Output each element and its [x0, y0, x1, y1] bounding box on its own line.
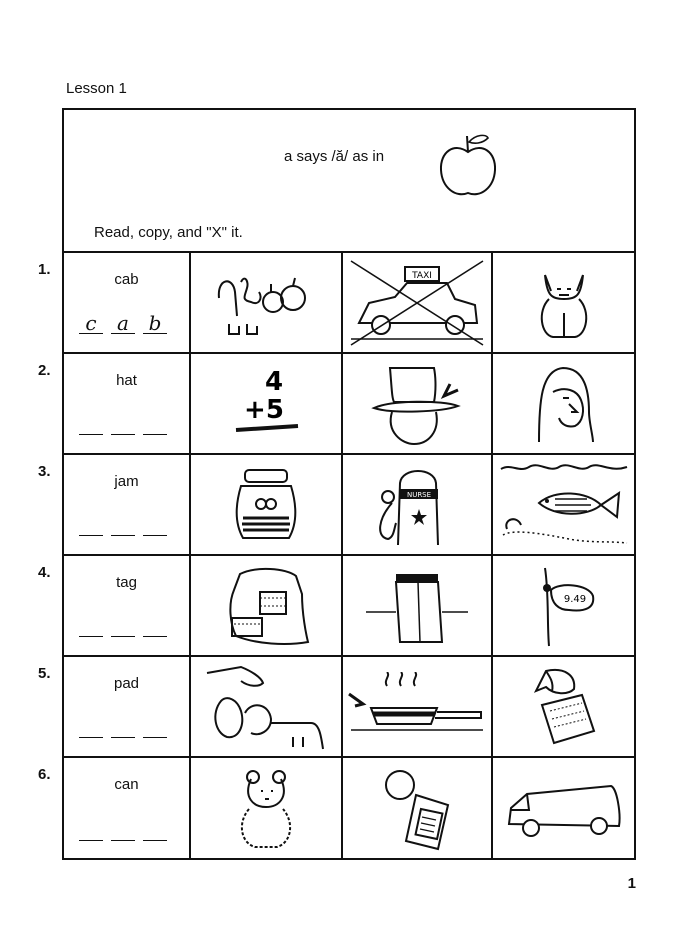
copy-blanks	[79, 612, 167, 637]
picture-choice[interactable]	[191, 657, 343, 756]
van-icon	[499, 774, 629, 844]
row-number: 1.	[38, 261, 51, 278]
picture-choice[interactable]	[191, 253, 343, 352]
copy-blank[interactable]	[111, 816, 135, 841]
exercise-row	[64, 253, 634, 354]
copy-blank[interactable]	[111, 410, 135, 435]
picture-choice[interactable]	[343, 657, 493, 756]
bird-with-notepad-icon	[524, 665, 604, 749]
worksheet	[62, 108, 636, 860]
copy-blank[interactable]: c	[79, 309, 103, 334]
fish-underwater-icon	[499, 459, 629, 551]
worksheet-header	[64, 110, 634, 253]
price-tag-text: 9.49	[563, 593, 586, 605]
copy-blanks	[79, 410, 167, 435]
copy-blank[interactable]	[111, 511, 135, 536]
word-label: jam	[114, 473, 139, 490]
patched-shirt-icon	[216, 564, 316, 648]
copy-blank[interactable]	[79, 713, 103, 738]
copy-blank[interactable]	[143, 511, 167, 536]
taxi-crossed-out-icon	[347, 257, 487, 349]
nurse-band-text: NURSE	[406, 490, 432, 499]
tin-can-icon	[372, 765, 462, 853]
copy-blanks	[79, 713, 167, 738]
exercise-row	[64, 657, 634, 758]
page-number: 1	[627, 875, 636, 892]
copy-blank[interactable]: a	[111, 309, 135, 334]
word-cell	[64, 657, 191, 756]
row-number: 2.	[38, 362, 51, 379]
exercise-row	[64, 556, 634, 657]
word-cell	[64, 556, 191, 655]
word-cell	[64, 354, 191, 453]
nurse-icon	[372, 463, 462, 547]
price-tag-icon	[529, 564, 599, 648]
instruction-text: Read, copy, and "X" it.	[94, 224, 243, 241]
jam-jar-icon	[231, 466, 301, 544]
copy-blank[interactable]	[79, 511, 103, 536]
copy-blank[interactable]	[143, 410, 167, 435]
picture-choice[interactable]	[493, 354, 634, 453]
copy-blank[interactable]	[79, 410, 103, 435]
copy-blank[interactable]	[143, 816, 167, 841]
picture-choice[interactable]	[343, 253, 493, 352]
animals-doodle-icon	[211, 268, 321, 338]
picture-choice[interactable]	[493, 455, 634, 554]
picture-choice[interactable]	[493, 758, 634, 859]
word-cell	[64, 758, 191, 859]
picture-choice[interactable]	[191, 556, 343, 655]
copy-blank[interactable]: b	[143, 309, 167, 334]
exercise-row	[64, 354, 634, 455]
top-hat-icon	[362, 362, 472, 446]
copy-blank[interactable]	[143, 612, 167, 637]
addend-top-text: 4	[264, 366, 284, 397]
copy-blank[interactable]	[79, 816, 103, 841]
picture-choice[interactable]	[191, 455, 343, 554]
picture-choice[interactable]	[343, 455, 493, 554]
picture-choice[interactable]	[343, 758, 493, 859]
picture-choice[interactable]	[191, 758, 343, 859]
lesson-title: Lesson 1	[66, 80, 127, 97]
apple-icon	[436, 130, 500, 200]
picture-choice[interactable]	[493, 556, 634, 655]
addition-4-plus-5-icon	[226, 366, 306, 442]
vowel-rule: a says /ă/ as in	[284, 148, 385, 165]
word-cell	[64, 455, 191, 554]
word-cell	[64, 253, 191, 352]
word-label: cab	[114, 271, 139, 288]
witch-icon	[529, 362, 599, 446]
exercise-row	[64, 758, 634, 859]
frying-pan-icon	[347, 672, 487, 742]
copy-blank[interactable]	[111, 612, 135, 637]
bear-icon	[231, 767, 301, 851]
picture-choice[interactable]	[343, 556, 493, 655]
row-number: 6.	[38, 766, 51, 783]
picture-choice[interactable]	[191, 354, 343, 453]
row-number: 4.	[38, 564, 51, 581]
copy-blanks	[79, 511, 167, 536]
row-number: 3.	[38, 463, 51, 480]
taxi-sign-text: TAXI	[412, 270, 432, 281]
copy-blank[interactable]	[143, 713, 167, 738]
word-label: pad	[113, 675, 140, 692]
copy-blank[interactable]	[79, 612, 103, 637]
picture-choice[interactable]	[343, 354, 493, 453]
copy-blanks	[79, 816, 167, 841]
addend-bottom-text: +5	[244, 394, 284, 425]
picture-choice[interactable]	[493, 253, 634, 352]
row-number: 5.	[38, 665, 51, 682]
word-label: hat	[116, 372, 137, 389]
word-label: tag	[116, 574, 137, 591]
paper-bag-icon	[362, 566, 472, 646]
picture-choice[interactable]	[493, 657, 634, 756]
petting-dog-icon	[201, 663, 331, 751]
copy-blank[interactable]	[111, 713, 135, 738]
copy-blanks	[79, 309, 167, 334]
cat-icon	[529, 265, 599, 341]
word-label: can	[114, 776, 139, 793]
exercise-row	[64, 455, 634, 556]
